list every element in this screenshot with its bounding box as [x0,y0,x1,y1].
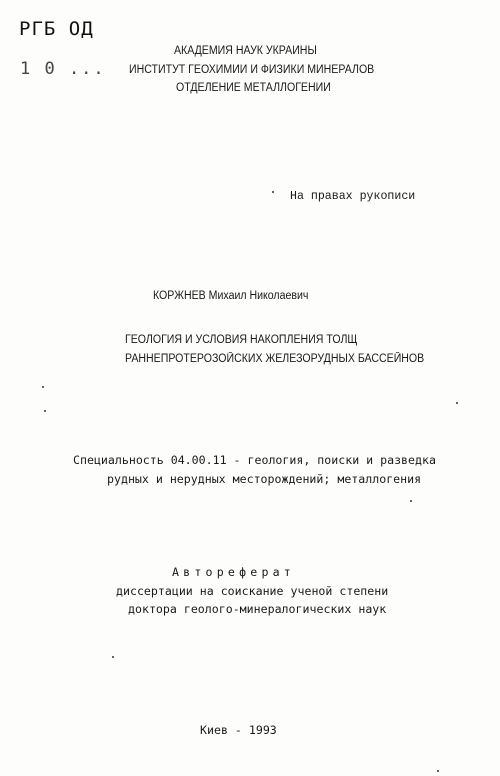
abstract-heading: Автореферат [172,565,295,579]
scan-speck [272,191,274,193]
archive-stamp-number: 1 0 ... [20,59,106,79]
specialty-line1: Специальность 04.00.11 - геология, поиски и разведка [73,453,436,467]
header-department: ОТДЕЛЕНИЕ МЕТАЛЛОГЕНИИ [176,82,331,94]
rights-notice: На правах рукописи [290,190,416,203]
abstract-line2: доктора геолого-минералогических наук [128,602,387,616]
scan-speck [437,770,439,772]
thesis-title-line2: РАННЕПРОТЕРОЗОЙСКИХ ЖЕЛЕЗОРУДНЫХ БАССЕЙНОВ [125,353,425,365]
abstract-line1: диссертации на соискание ученой степени [116,584,389,598]
author-name: КОРЖНЕВ Михаил Николаевич [153,290,309,302]
scan-speck [112,656,114,658]
archive-stamp-code: РГБ ОД [19,18,94,40]
scan-speck [44,410,46,412]
header-institute: ИНСТИТУТ ГЕОХИМИИ И ФИЗИКИ МИНЕРАЛОВ [129,64,375,76]
scan-speck [456,402,458,404]
header-academy: АКАДЕМИЯ НАУК УКРАИНЫ [174,45,317,57]
scan-speck [410,500,412,502]
scan-speck [42,386,44,388]
place-year: Киев - 1993 [200,723,277,737]
specialty-line2: рудных и нерудных месторождений; металлогения [107,472,422,486]
thesis-title-line1: ГЕОЛОГИЯ И УСЛОВИЯ НАКОПЛЕНИЯ ТОЛЩ [125,334,358,346]
